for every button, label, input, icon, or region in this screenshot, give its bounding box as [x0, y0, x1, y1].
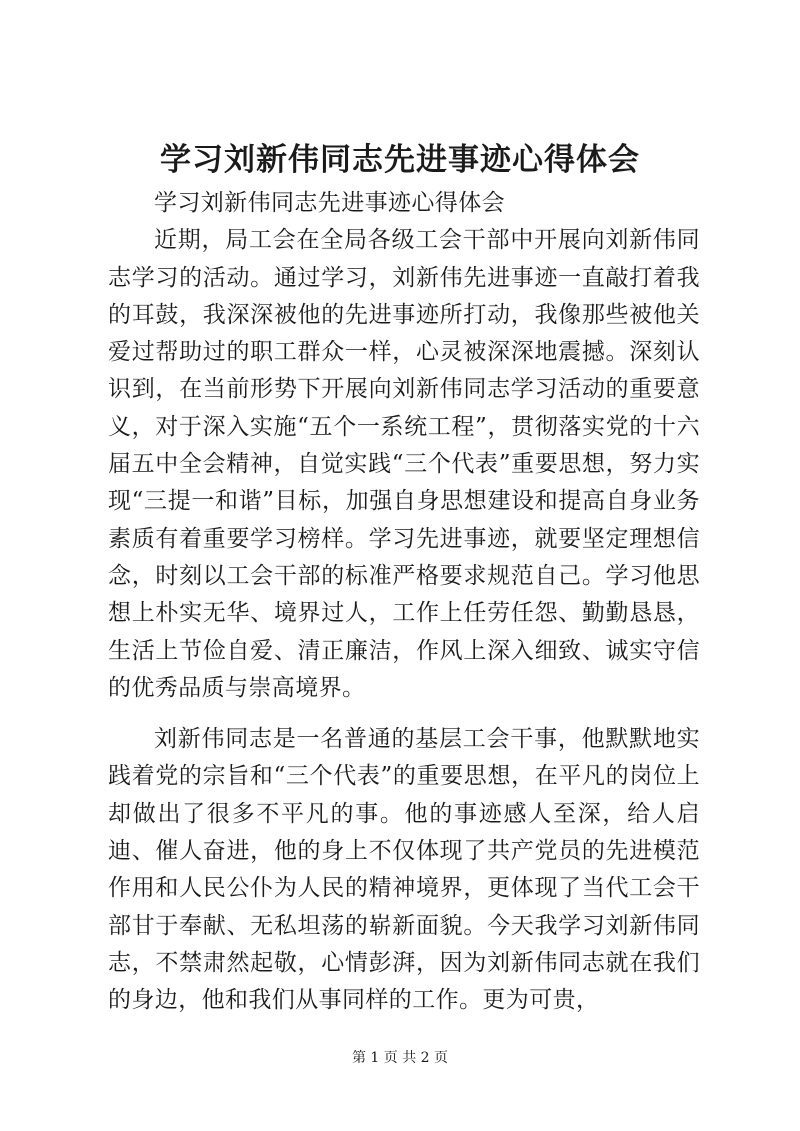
document-body [108, 185, 700, 1020]
subtitle-paragraph: 学习刘新伟同志先进事迹心得体会 [154, 190, 505, 216]
page-footer: 第 1 页 共 2 页 [351, 1050, 449, 1066]
document-title: 学习刘新伟同志先进事迹心得体会 [160, 142, 640, 178]
body-paragraph-2: 刘新伟同志是一名普通的基层工会干事，他默默地实践着党的宗旨和“三个代表”的重要思想，在平凡的岗位上却做出了很多不平凡的事。他的事迹感人至深，给人启迪、催人奋进，他的身上不仅体现了共产党员的先进模范作用和人民公仆为人民的精神境界，更体现了当代工会干部甘于奉献、无私坦荡的崭新面貌。今天我学习刘新伟同志，不禁肃然起敬，心情彭湃，因为刘新伟同志就在我们的身边，他和我们从事同样的工作。更为可贵， [108, 726, 700, 1014]
body-paragraph-1: 近期，局工会在全局各级工会干部中开展向刘新伟同志学习的活动。通过学习，刘新伟先进事迹一直敲打着我的耳鼓，我深深被他的先进事迹所打动，我像那些被他关爱过帮助过的职工群众一样，心灵被深深地震撼。深刻认识到，在当前形势下开展向刘新伟同志学习活动的重要意义，对于深入实施“五个一系统工程”，贯彻落实党的十六届五中全会精神，自觉实践“三个代表”重要思想，努力实现“三提一和谐”目标，加强自身思想建设和提高自身业务素质有着重要学习榜样。学习先进事迹，就要坚定理想信念，时刻以工会干部的标准严格要求规范自己。学习他思想上朴实无华、境界过人，工作上任劳任怨、勤勤恳恳，生活上节俭自爱、清正廉洁，作风上深入细致、诚实守信的优秀品质与崇高境界。 [108, 227, 700, 701]
